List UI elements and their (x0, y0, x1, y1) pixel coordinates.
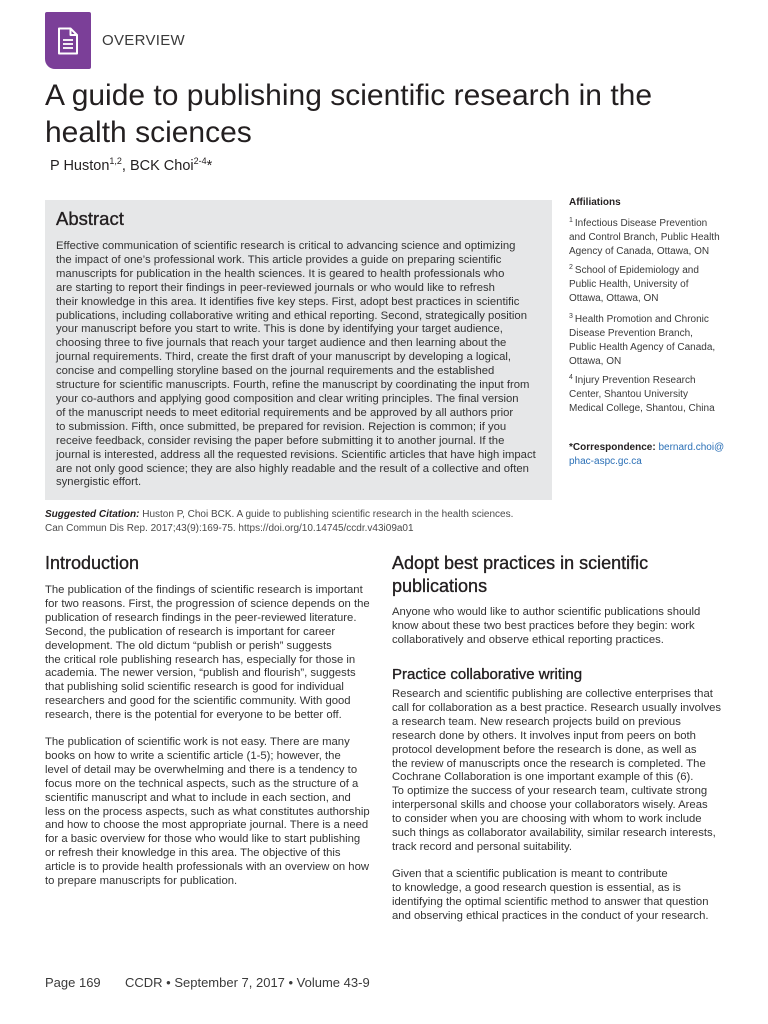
page-number: Page 169 (45, 975, 101, 990)
author-affiliation-ref: 1,2 (109, 156, 122, 167)
correspondence-label: *Correspondence: (569, 442, 656, 453)
affiliation-number: 3 (569, 312, 573, 320)
paragraph-line: protocol development before the research is done, as well as (392, 743, 697, 756)
correspondence-line (569, 441, 734, 455)
abstract-text-line: structure for scientific manuscripts. Fourth, refine the manuscript by coordinating the input from (56, 379, 530, 392)
collaborative-writing-paragraph (392, 868, 724, 924)
paragraph-line: Anyone who would like to author scientific publications should (392, 606, 701, 618)
document-icon (57, 27, 79, 55)
corresponding-author-mark: * (206, 158, 213, 174)
paragraph-line: track record and personal suitability. (392, 840, 572, 853)
abstract-heading: Abstract (56, 208, 124, 229)
paragraph-line: call for collaboration as a best practice. Research usually involves (392, 701, 722, 714)
paragraph-line: development. The old dictum “publish or perish” suggests (45, 639, 332, 652)
affiliation-line (569, 313, 734, 327)
affiliation-number: 2 (569, 263, 573, 271)
abstract-text-line: receive feedback, consider revising the paper before submitting it to another journal. If the (56, 434, 505, 447)
paragraph-line: research done by others. It involves input from peers on both (392, 729, 696, 742)
paragraph-line: focus more on the technical aspects, such as the structure of a (45, 777, 359, 790)
author-separator: , (121, 158, 130, 174)
abstract-text-line: are not only good science; they are also highly readable and the result of a collective and often (56, 462, 529, 475)
section-label: OVERVIEW (102, 32, 185, 49)
affiliation-text: Infectious Disease Prevention (574, 218, 708, 229)
abstract-text-line: are starting to report their findings in peer-reviewed journals or who would like to refresh (56, 281, 495, 294)
citation-line: Can Commun Dis Rep. 2017;43(9):169-75. https://doi.org/10.14745/ccdr.v43i09a01 (45, 523, 414, 534)
author-list (50, 157, 212, 175)
abstract-text-line: their knowledge in this area. It identifies five key steps. First, adopt best practices in scientific (56, 295, 520, 308)
introduction-paragraph (45, 736, 377, 889)
paragraph-line: research, there is the potential for everyone to be better off. (45, 709, 342, 722)
abstract-body (56, 240, 544, 490)
paragraph-line: books on how to write a scientific article (1-5); however, the (45, 749, 341, 762)
paragraph-line: know about these two best practices before they begin: work (392, 619, 695, 632)
citation-label: Suggested Citation: (45, 509, 140, 520)
paragraph-line: identifying the optimal scientific method to answer that question (392, 895, 709, 908)
affiliations-heading: Affiliations (569, 197, 621, 208)
abstract-box (45, 200, 552, 500)
affiliation-line: Ottawa, Ottawa, ON (569, 293, 659, 304)
collaborative-writing-heading: Practice collaborative writing (392, 666, 583, 683)
paragraph-line: scientific manuscript and what to include in each section, and (45, 791, 351, 804)
paragraph-line: article is to provide health professionals with an overview on how (45, 861, 370, 874)
affiliation-text: Health Promotion and Chronic (574, 314, 709, 325)
paragraph-line: Second, the publication of research is important for career (45, 625, 336, 638)
collaborative-writing-paragraph (392, 688, 724, 855)
suggested-citation (45, 508, 525, 536)
introduction-paragraph (45, 584, 377, 723)
paragraph-line: Cochrane Collaboration is one important example of this (6). (392, 771, 694, 784)
heading-line: Adopt best practices in scientific (392, 553, 649, 573)
citation-text: Huston P, Choi BCK. A guide to publishing scientific research in the health sciences. (142, 509, 514, 520)
abstract-text-line: synergistic effort. (56, 476, 142, 489)
section-badge (45, 12, 91, 69)
affiliation-line: Disease Prevention Branch, (569, 328, 693, 339)
affiliation-number: 4 (569, 373, 573, 381)
paragraph-line: academia. The newer version, “publish and flourish”, suggests (45, 667, 356, 680)
affiliation-line (569, 217, 734, 231)
abstract-text-line: choosing three to five journals that reach your target audience and then learning about the (56, 337, 507, 350)
title-line: A guide to publishing scientific research in the (45, 79, 653, 112)
paragraph-line: The publication of the findings of scientific research is important (45, 584, 363, 596)
abstract-text-line: to submission. Fifth, once submitted, be prepared for revision. Rejection is common; if you (56, 420, 507, 433)
paragraph-line: to knowledge, a good research question is essential, as is (392, 881, 681, 894)
introduction-heading: Introduction (45, 553, 140, 573)
paragraph-line: that publishing solid scientific research is good for individual (45, 681, 344, 694)
affiliation-line: Public Health, University of (569, 279, 689, 290)
paragraph-line: for a basic overview for those who would like to start publishing (45, 833, 361, 846)
paragraph-line: The publication of scientific work is not easy. There are many (45, 736, 350, 748)
journal-issue: CCDR • September 7, 2017 • Volume 43-9 (125, 975, 370, 990)
paragraph-line: to prepare manuscripts for publication. (45, 875, 238, 888)
article-title (45, 77, 675, 151)
affiliation-line (569, 374, 734, 388)
affiliation-item (569, 217, 734, 259)
best-practices-heading (392, 552, 724, 598)
best-practices-paragraph (392, 606, 724, 648)
abstract-text-line: your co-authors and applying good composition and clear writing principles. The final version (56, 392, 519, 405)
affiliation-line: Agency of Canada, Ottawa, ON (569, 246, 710, 257)
paragraph-line: To optimize the success of your research team, cultivate strong (392, 785, 708, 798)
paragraph-line: for two reasons. First, the progression of science depends on the (45, 597, 370, 610)
abstract-text-line: Effective communication of scientific research is critical to advancing science and optimizing (56, 240, 516, 252)
abstract-text-line: of the manuscript needs to meet editorial requirements and be approved by all authors prior (56, 406, 514, 419)
affiliation-line: Medical College, Shantou, China (569, 403, 715, 414)
paragraph-line: and how to choose the most appropriate journal. There is a need (45, 819, 369, 832)
paragraph-line: a research team. New research projects build on previous (392, 715, 681, 728)
affiliation-number: 1 (569, 216, 573, 224)
paragraph-line: to consider when you are choosing with whom to work include (392, 813, 702, 826)
affiliation-item (569, 374, 734, 416)
paragraph-line: Given that a scientific publication is meant to contribute (392, 868, 668, 880)
affiliation-item (569, 264, 734, 306)
affiliation-line: Ottawa, ON (569, 356, 622, 367)
paragraph-line: the review of manuscripts once the research is completed. The (392, 757, 706, 770)
author-name: BCK Choi (129, 158, 194, 174)
affiliation-line: Center, Shantou University (569, 389, 688, 400)
paragraph-line: researchers and good for the scientific community. With good (45, 695, 351, 708)
paragraph-line: less on the process aspects, such as what constitutes authorship (45, 805, 370, 818)
heading-line: publications (392, 576, 488, 596)
paragraph-line: level of detail may be overwhelming and there is a tendency to (45, 763, 358, 776)
correspondence (569, 441, 734, 469)
abstract-text-line: manuscripts for publication in the health sciences. It is geared to health professionals who (56, 267, 505, 280)
affiliation-line (569, 264, 734, 278)
paragraph-line: or refresh their knowledge in this area. The objective of this (45, 847, 341, 860)
paragraph-line: Research and scientific publishing are collective enterprises that (392, 688, 713, 700)
paragraph-line: publication of research findings in the peer-reviewed literature. (45, 611, 357, 624)
paragraph-line: interpersonal skills and choose your collaborators wisely. Areas (392, 799, 708, 812)
author-affiliation-ref: 2-4 (193, 156, 207, 167)
affiliation-line: Public Health Agency of Canada, (569, 342, 716, 353)
abstract-text-line: journal is interested, address all the requested revisions. Scientific articles that have high impact (56, 448, 536, 461)
abstract-text-line: the impact of one’s professional work. This article provides a guide on preparing scientific (56, 253, 502, 266)
affiliation-text: School of Epidemiology and (574, 265, 699, 276)
correspondence-email-link[interactable]: bernard.choi@ (658, 442, 725, 453)
paragraph-line: such things as collaborator availability, similar research interests, (392, 827, 716, 840)
paragraph-line: the critical role publishing research has, especially for those in (45, 653, 356, 666)
author-name: P Huston (50, 158, 110, 174)
abstract-text-line: publications, including collaborative writing and ethical reporting. Second, strategically position (56, 309, 527, 322)
affiliations-panel (569, 196, 734, 210)
paragraph-line: collaboratively and observe ethical reporting practices. (392, 633, 664, 646)
correspondence-line (569, 455, 734, 469)
abstract-text-line: concise and compelling storyline based on the journal requirements and the established (56, 365, 495, 378)
affiliation-item (569, 313, 734, 369)
affiliation-text: Injury Prevention Research (574, 375, 696, 386)
affiliation-line: and Control Branch, Public Health (569, 232, 720, 243)
title-line: health sciences (45, 116, 252, 149)
correspondence-email-link[interactable]: phac-aspc.gc.ca (569, 456, 642, 467)
paragraph-line: and observing ethical practices in the conduct of your research. (392, 909, 709, 922)
abstract-text-line: your manuscript before you start to write. This is done by identifying your target audience, (56, 323, 503, 336)
abstract-text-line: journal requirements. Third, create the first draft of your manuscript by developing a logical, (56, 351, 512, 364)
citation-line (45, 508, 525, 522)
